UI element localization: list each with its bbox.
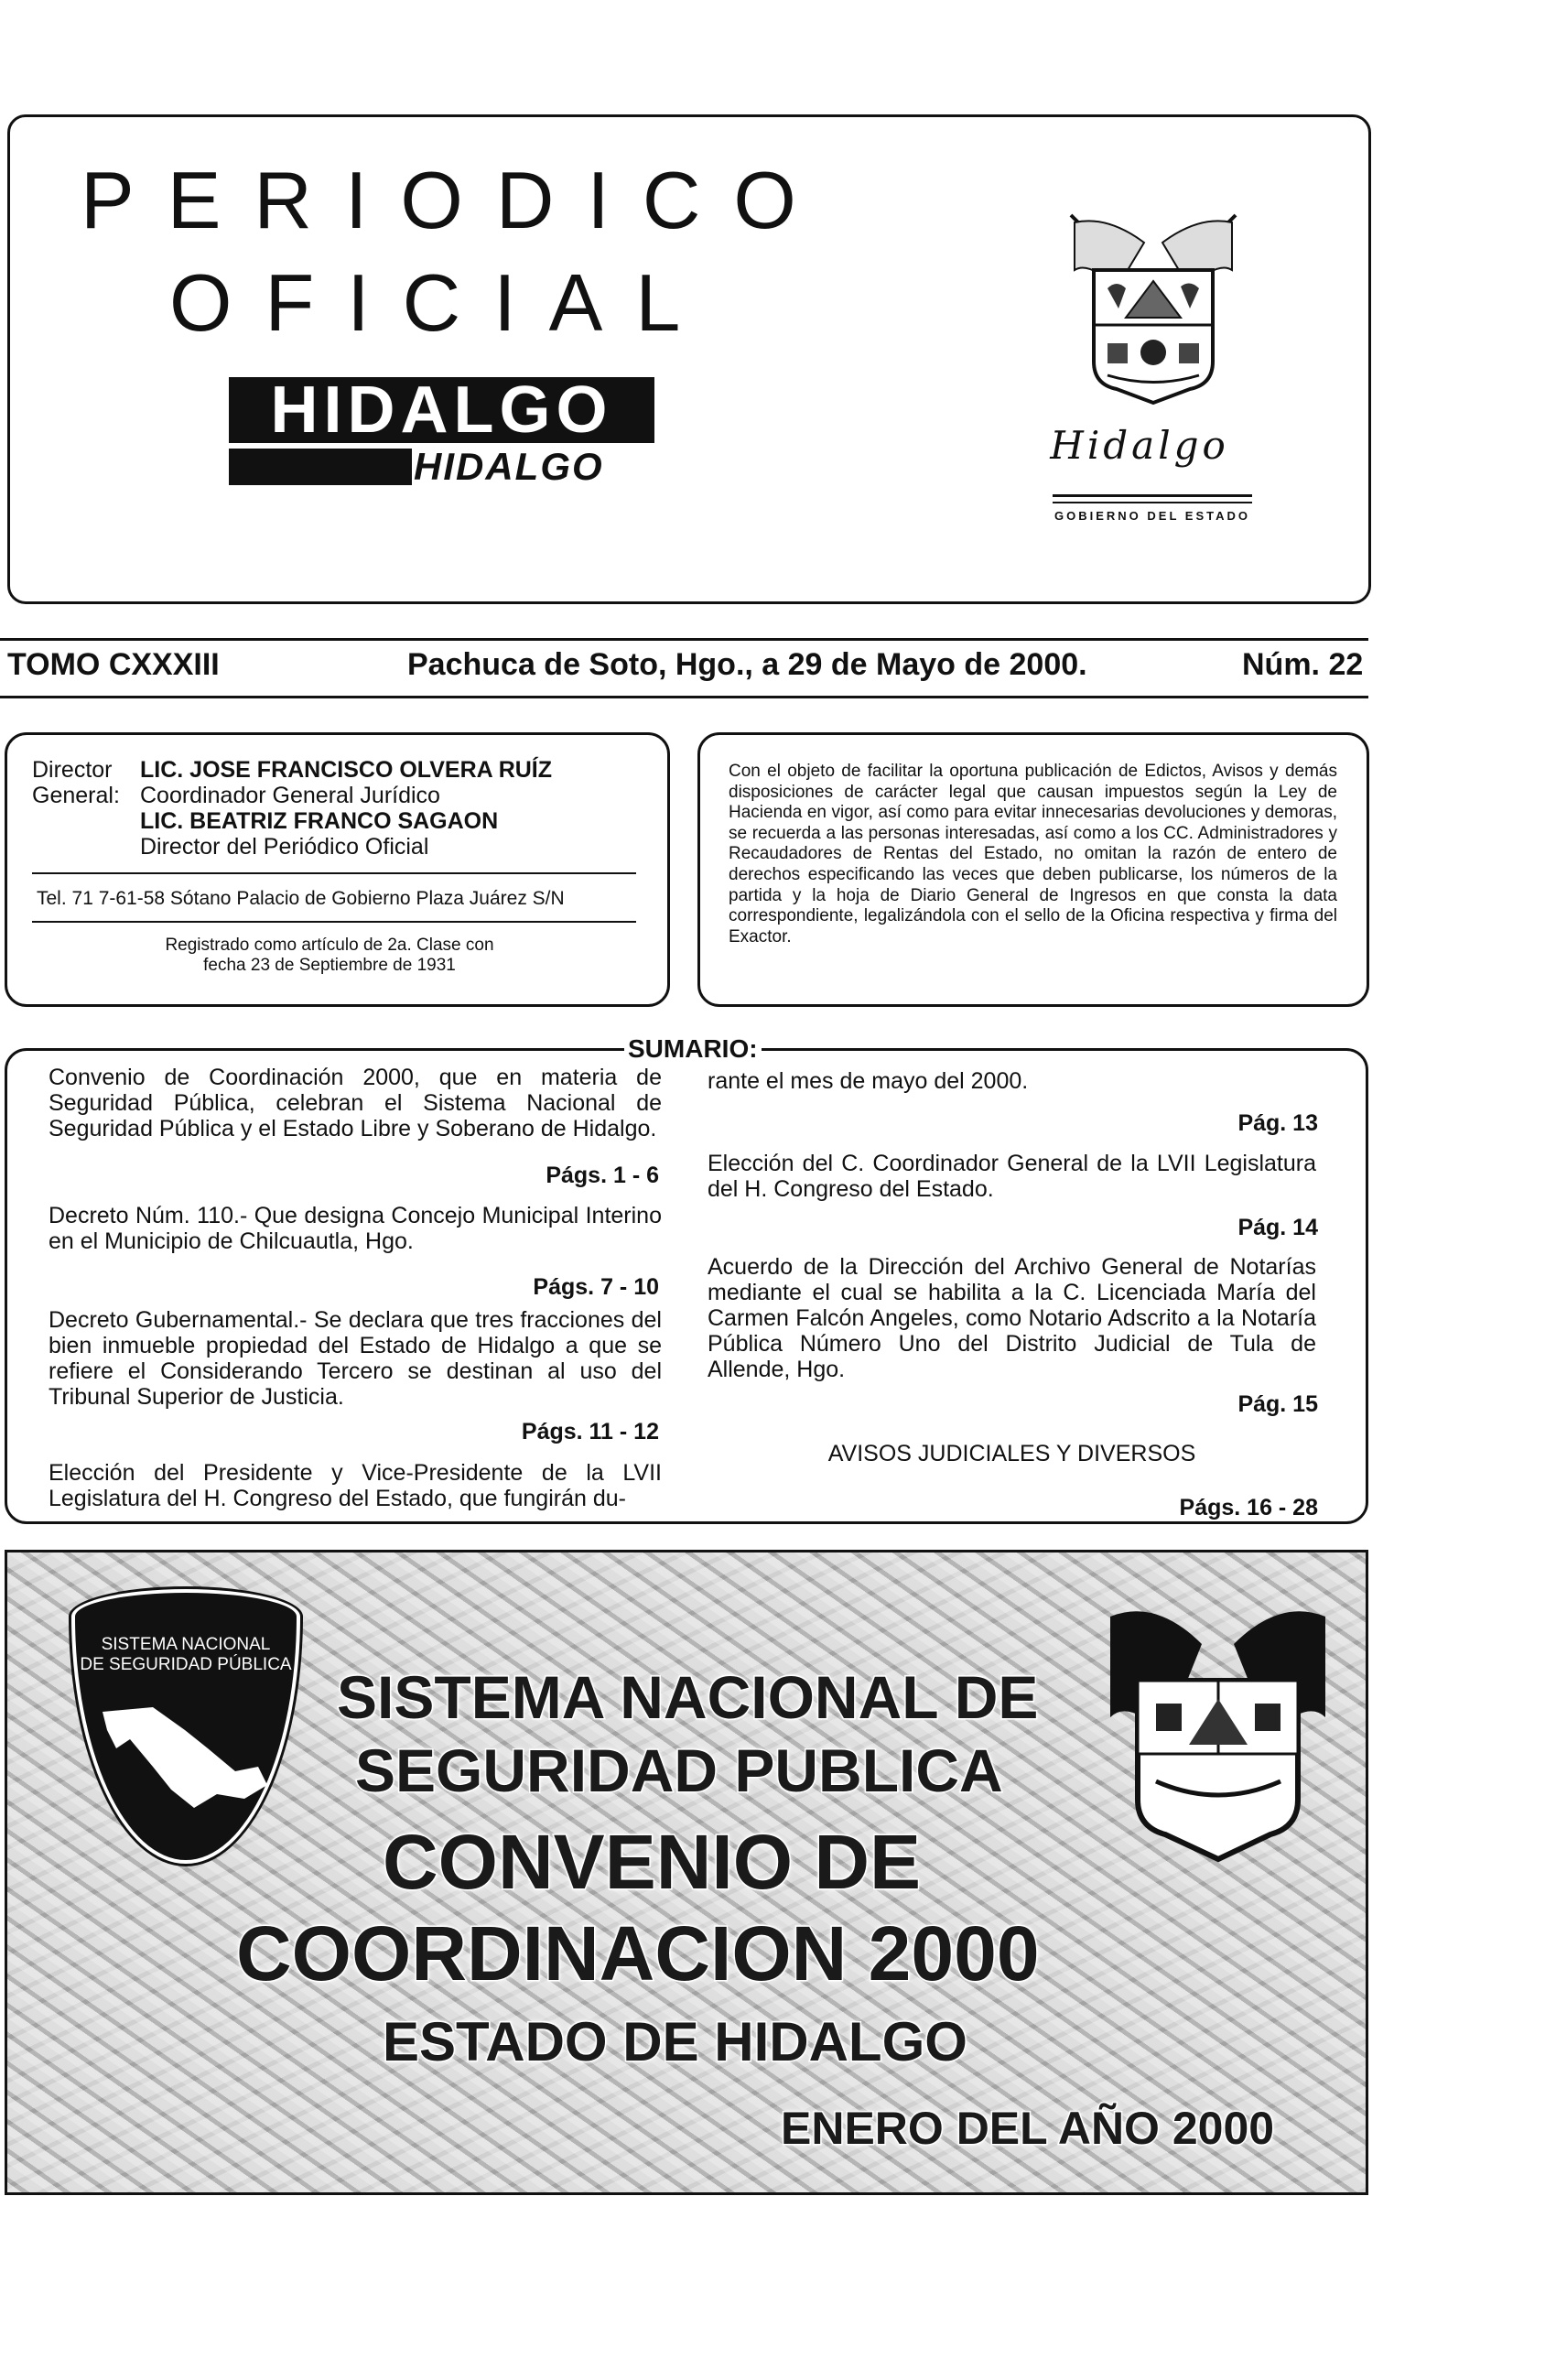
banner-line-6: ENERO DEL AÑO 2000 — [781, 2103, 1275, 2154]
director-name: LIC. JOSE FRANCISCO OLVERA RUÍZ — [140, 757, 553, 783]
banner-line-2: SEGURIDAD PUBLICA — [355, 1736, 1003, 1804]
mexico-map-icon — [98, 1693, 272, 1822]
cover-banner — [5, 1550, 1368, 2195]
coat-of-arms-icon — [1053, 206, 1254, 426]
contact-info: Tel. 71 7-61-58 Sótano Palacio de Gobierno Plaza Juárez S/N — [37, 888, 565, 909]
title-oficial: OFICIAL — [169, 257, 714, 348]
sumario-item-5: Elección del C. Coordinador General de la LVII Legislatura del H. Congreso del Estado. — [708, 1151, 1316, 1202]
place-date: Pachuca de Soto, Hgo., a 29 de Mayo de 2000. — [407, 647, 1087, 682]
hidalgo-logo-small: HIDALGO — [414, 445, 604, 488]
sumario-page-4: Pág. 13 — [1237, 1110, 1318, 1136]
general-label: General: — [32, 783, 120, 808]
sumario-item-4-cont: rante el mes de mayo del 2000. — [708, 1068, 1029, 1094]
title-periodico: PERIODICO — [81, 155, 829, 245]
hidalgo-logo-bar — [229, 449, 412, 485]
editor-role: Director del Periódico Oficial — [140, 834, 429, 860]
directory-rule-2 — [32, 921, 636, 923]
banner-line-5: ESTADO DE HIDALGO — [383, 2011, 967, 2072]
sumario-page-6: Pág. 15 — [1237, 1391, 1318, 1417]
hidalgo-logo-large: HIDALGO — [229, 377, 654, 443]
registration-line-1: Registrado como artículo de 2a. Clase con — [165, 936, 494, 955]
sumario-item-3: Decreto Gubernamental.- Se declara que tres fracciones del bien inmueble propiedad del Estado de Hidalgo a que se refiere el Considerando Tercero se destinan al uso del Tribunal Superior de Justicia. — [49, 1307, 662, 1410]
sumario-title: SUMARIO: — [624, 1034, 762, 1064]
shield-badge-text: SISTEMA NACIONAL DE SEGURIDAD PÚBLICA — [80, 1635, 292, 1674]
notice-text: Con el objeto de facilitar la oportuna publicación de Edictos, Avisos y demás disposiciones de carácter legal que causan impuestos según la Ley de Hacienda en vigor, así como para evitar innecesarias devoluciones y demoras, se recuerda a las personas interesadas, así como a los CC. Administradores y Recaudadores de Rentas del Estado, no omitan la razón de entero de derechos especificando las veces que deben publicarse, los números de la partida y la hoja de Diario General de Ingresos en que consta la data correspondiente, legalizándola con el sello de la Oficina respectiva y firma del Exactor. — [729, 762, 1337, 947]
sumario-page-5: Pág. 14 — [1237, 1215, 1318, 1240]
gov-rule-bottom — [1053, 502, 1252, 503]
director-role: Coordinador General Jurídico — [140, 783, 440, 808]
tomo-label: TOMO CXXXIII — [7, 647, 220, 682]
banner-line-3: CONVENIO DE — [383, 1819, 922, 1905]
sumario-page-3: Págs. 11 - 12 — [521, 1419, 659, 1444]
sumario-item-4: Elección del Presidente y Vice-Presidente de la LVII Legislatura del H. Congreso del Estado, que fungirán du- — [49, 1460, 662, 1511]
hidalgo-arms-icon — [1101, 1598, 1334, 1873]
sumario-item-1: Convenio de Coordinación 2000, que en materia de Seguridad Pública, celebran el Sistema Nacional de Seguridad Pública y el Estado Libre y Soberano de Hidalgo. — [49, 1065, 662, 1141]
directory-rule-1 — [32, 872, 636, 874]
avisos-heading: AVISOS JUDICIALES Y DIVERSOS — [827, 1441, 1196, 1466]
issue-rule-top — [0, 638, 1368, 641]
sumario-page-1: Págs. 1 - 6 — [546, 1163, 659, 1188]
sumario-item-6: Acuerdo de la Dirección del Archivo General de Notarías mediante el cual se habilita a la C. Licenciada María del Carmen Falcón Angeles, como Notario Adscrito a la Notaría Pública Número Uno del Distrito Judicial de Tula de Allende, Hgo. — [708, 1254, 1316, 1382]
editor-name: LIC. BEATRIZ FRANCO SAGAON — [140, 808, 499, 834]
banner-line-4: COORDINACION 2000 — [236, 1910, 1040, 1996]
sumario-page-2: Págs. 7 - 10 — [533, 1274, 659, 1300]
government-label: GOBIERNO DEL ESTADO — [1054, 509, 1250, 523]
issue-number: Núm. 22 — [1242, 647, 1364, 682]
issue-rule-bottom — [0, 696, 1368, 698]
gov-rule-top — [1053, 494, 1252, 497]
hidalgo-signature: Hidalgo — [1050, 423, 1229, 468]
sumario-item-2: Decreto Núm. 110.- Que designa Concejo Municipal Interino en el Municipio de Chilcuautla, Hgo. — [49, 1203, 662, 1254]
registration-line-2: fecha 23 de Septiembre de 1931 — [203, 956, 456, 975]
director-label: Director — [32, 757, 113, 783]
banner-line-1: SISTEMA NACIONAL DE — [337, 1663, 1039, 1731]
seguridad-shield-icon — [71, 1589, 300, 1864]
sumario-page-7: Págs. 16 - 28 — [1179, 1495, 1318, 1520]
